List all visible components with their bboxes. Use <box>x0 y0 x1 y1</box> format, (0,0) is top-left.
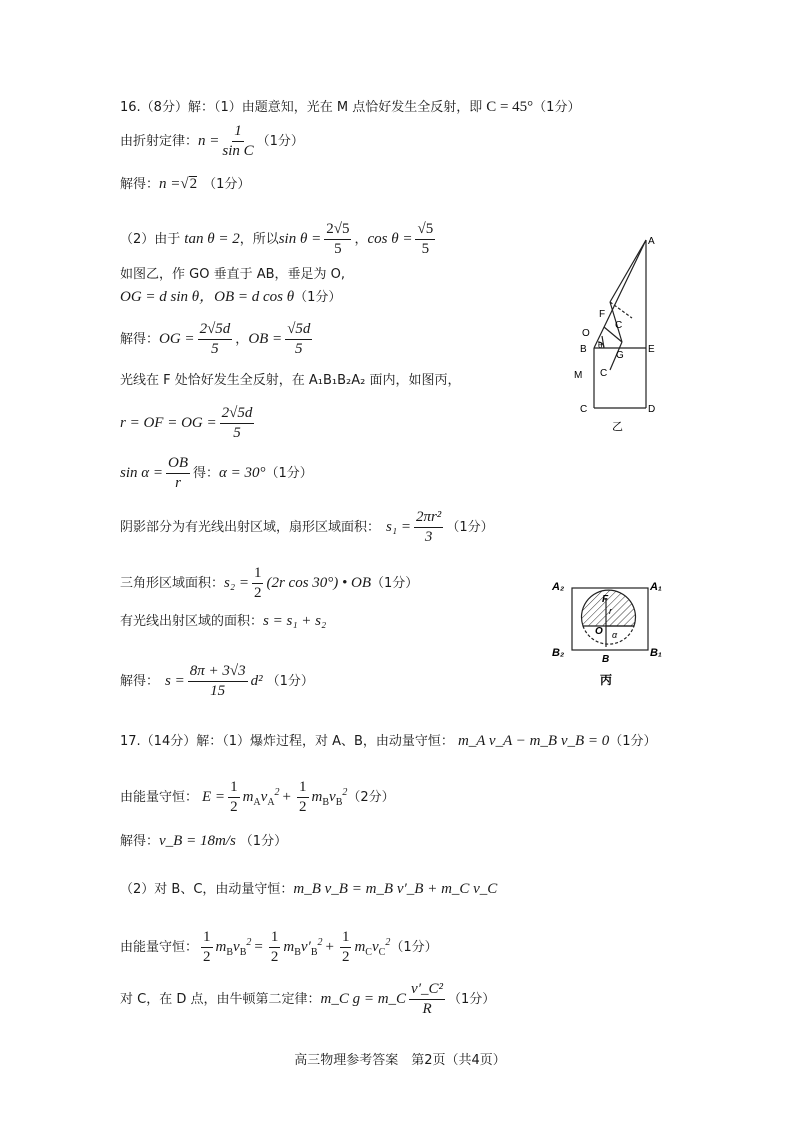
og-ob-solve-line: 解得： OG = $\frac{2√5d}{5}$ ， OB = $\frac{√5d}{5}$ <box>120 321 311 357</box>
fig-label: F <box>599 309 606 320</box>
fraction-half: $\frac{1}{2}$ <box>341 929 350 965</box>
s-eq: s = <box>165 673 185 689</box>
fig3-text: 光线在 F 处恰好发生全反射，在 A₁B₁B₂A₂ 面内，如图丙， <box>120 373 461 388</box>
s2-eq: s₂ = <box>224 575 249 591</box>
momentum2-line <box>120 882 497 897</box>
area-sum-line <box>120 614 326 629</box>
E-eq: E = <box>202 789 226 805</box>
denominator: 5 <box>421 241 430 257</box>
fig2-text: 如图乙，作 GO 垂直于 AB，垂足为 O, <box>120 267 346 282</box>
q16-header-line <box>120 100 580 115</box>
energy-line: 由能量守恒： E = $\frac{1}{2}$ $m_Av_A^2$ + $\frac{1}{2}$ $m_Bv_B^2$ （2分） <box>120 779 395 815</box>
score: （1分） <box>265 466 313 481</box>
og-ob-eq: OG = d sin θ，OB = d cos θ <box>120 289 295 305</box>
fraction-vc2-over-R <box>409 982 445 1017</box>
s-sum: s = s₁ + s₂ <box>263 613 327 629</box>
fig-label: B <box>602 654 610 665</box>
tan-eq: tan θ = 2 <box>184 231 240 247</box>
sin-theta-eq: sin θ = <box>278 231 322 247</box>
vB-solve-line <box>120 834 287 849</box>
figure-bing <box>548 574 668 694</box>
fig-label: D <box>648 404 656 415</box>
score: （1分） <box>266 674 314 689</box>
fig3-text-line <box>120 374 460 387</box>
fig-label: α <box>612 630 618 640</box>
fig-label: B₂ <box>552 647 565 659</box>
fig-label: C <box>580 404 588 415</box>
sqrt-sign: √ <box>180 175 189 192</box>
fraction-s <box>188 664 248 699</box>
fig-label: r <box>609 606 612 616</box>
fig-caption: 乙 <box>612 421 623 433</box>
newton-line <box>120 982 495 1017</box>
numerator: √5d <box>285 322 312 340</box>
fraction-ob-over-r <box>166 456 190 491</box>
energy2-label: 由能量守恒： <box>120 940 199 955</box>
vB-eq: v_B = 18m/s <box>159 833 236 849</box>
fig-label: θ <box>598 341 603 350</box>
fig-label: B₁ <box>650 647 662 659</box>
numerator: 2√5d <box>198 322 233 340</box>
fig-label: F <box>602 594 609 605</box>
fraction-half <box>252 566 264 601</box>
energy-label: 由能量守恒： <box>120 790 199 805</box>
fraction-half: $\frac{1}{2}$ <box>299 779 307 815</box>
numerator: √5 <box>415 222 435 240</box>
solve-label: 解得： <box>120 674 160 689</box>
score: （1分） <box>371 576 419 591</box>
score: （2分） <box>347 790 395 805</box>
numerator: 2√5 <box>324 222 351 240</box>
newton-eq: m_C g = m_C <box>320 991 407 1007</box>
denominator: 5 <box>233 425 241 441</box>
numerator: 1 <box>232 124 244 142</box>
denominator: 5 <box>211 341 219 357</box>
fig-label: B <box>580 344 587 355</box>
fraction-2sqrt5-over-5 <box>324 222 351 257</box>
score: （1分） <box>294 290 342 305</box>
q17-header: 17.（14分）解：（1）爆炸过程，对 A、B，由动量守恒： <box>120 734 454 749</box>
sin-alpha-line <box>120 456 313 491</box>
n-val: n = <box>159 175 181 192</box>
n-solve-line <box>120 176 250 192</box>
numerator: v′_C² <box>409 982 445 1000</box>
score: （1分） <box>390 940 438 955</box>
denominator: 5 <box>295 341 303 357</box>
numerator: 2πr² <box>414 510 443 528</box>
fig-label: G <box>616 350 624 361</box>
fig-label: O <box>582 328 590 339</box>
r-line <box>120 406 257 441</box>
c-equation: C = 45° <box>486 99 534 115</box>
term-mB-vB2: $m_Bv_B^2$ <box>311 786 348 808</box>
shadow-label: 阴影部分为有光线出射区域，扇形区域面积： <box>120 520 381 535</box>
score: （1分） <box>448 992 496 1007</box>
s-solve-line <box>120 664 314 699</box>
q16-header: 16.（8分）解：（1）由题意知，光在 M 点恰好发生全反射，即 <box>120 100 483 115</box>
denominator: r <box>175 475 181 491</box>
de-text: 得： <box>193 466 220 481</box>
energy2-line: 由能量守恒： $\frac{1}{2}$ $m_Bv_B^2$ = $\frac{1}{2}$ $m_Bv'_B^2$ + $\frac{1}{2}$ $m_Cv_C^2$ （1分） <box>120 929 438 965</box>
sqrt2: 2 <box>189 176 198 192</box>
solve-label: 解得： <box>120 834 160 849</box>
n-eq: n = <box>198 133 220 149</box>
s2-rest: (2r cos 30°) • OB <box>266 575 372 591</box>
term-mA-vA2: $m_Av_A^2$ <box>242 786 280 808</box>
fraction-half: $\frac{1}{2}$ <box>270 929 279 965</box>
og-val-label: OG = <box>159 331 195 347</box>
fraction-s1 <box>414 510 443 545</box>
refraction-line <box>120 124 304 159</box>
fig-label: C <box>615 320 623 331</box>
shadow-line <box>120 510 494 545</box>
alpha-eq: α = 30° <box>219 465 266 481</box>
score: （1分） <box>533 100 581 115</box>
fig-label: M <box>574 370 583 381</box>
momentum2-eq: m_B v_B = m_B v′_B + m_C v_C <box>293 881 498 897</box>
triangle-label: 三角形区域面积： <box>120 576 225 591</box>
fig-caption: 丙 <box>600 673 613 687</box>
denominator: sin C <box>222 143 254 159</box>
numerator: OB <box>166 456 190 474</box>
fig-label: O <box>595 626 603 637</box>
q17-header-line <box>120 734 657 749</box>
cos-theta-eq: cos θ = <box>367 231 413 247</box>
denominator: 15 <box>210 683 226 699</box>
fig-label: A₂ <box>552 581 565 593</box>
fig-label: E <box>648 344 655 355</box>
triangle-line <box>120 566 418 601</box>
page-footer: 高三物理参考答案 第2页（共4页） <box>294 1053 506 1068</box>
part2-label: （2）对 B、C，由动量守恒： <box>120 882 294 897</box>
r-eq: r = OF = OG = <box>120 415 217 431</box>
score: （1分） <box>609 734 657 749</box>
score: （1分） <box>203 176 251 192</box>
fraction-ob <box>285 322 312 357</box>
solve-label: 解得： <box>120 332 160 347</box>
fraction-r <box>220 406 255 441</box>
numerator: 1 <box>252 566 264 584</box>
og-ob-line <box>120 290 341 305</box>
s1-eq: s₁ = <box>386 519 411 535</box>
ob-val-label: OB = <box>248 331 283 347</box>
denominator: R <box>422 1001 432 1017</box>
denominator: 5 <box>334 241 342 257</box>
part2-label: （2）由于 <box>120 232 181 247</box>
d-squared: d² <box>250 673 263 689</box>
score: （1分） <box>256 134 304 149</box>
fraction-sqrt5-over-5 <box>415 222 435 257</box>
refraction-label: 由折射定律： <box>120 134 199 149</box>
sin-alpha-eq: sin α = <box>120 465 164 481</box>
score: （1分） <box>446 520 494 535</box>
newton-label: 对 C，在 D 点，由牛顿第二定律： <box>120 992 321 1007</box>
fig-label: A <box>648 236 655 247</box>
so-text: ，所以 <box>239 232 279 247</box>
fraction-og <box>198 322 233 357</box>
denominator: 2 <box>253 585 262 601</box>
solve-label: 解得： <box>120 176 160 192</box>
momentum-eq: m_A v_A − m_B v_B = 0 <box>457 733 610 749</box>
fig-label: A₁ <box>650 581 662 593</box>
figure-yi <box>560 230 670 440</box>
area-label: 有光线出射区域的面积： <box>120 614 264 629</box>
score: （1分） <box>239 834 288 849</box>
denominator: 3 <box>424 529 433 545</box>
numerator: 2√5d <box>220 406 255 424</box>
numerator: 8π + 3√3 <box>188 664 248 682</box>
fig2-text-line <box>120 268 345 281</box>
fraction-half: $\frac{1}{2}$ <box>203 929 211 965</box>
fig-label: C <box>600 368 608 379</box>
tan-line: （2）由于 tan θ = 2 ，所以 sin θ = $\frac{2√5}{5}$ ， cos θ = $\frac{√5}{5}$ <box>120 221 434 257</box>
fraction-half: $\frac{1}{2}$ <box>230 779 238 815</box>
fraction-1-over-sinC <box>222 124 253 159</box>
